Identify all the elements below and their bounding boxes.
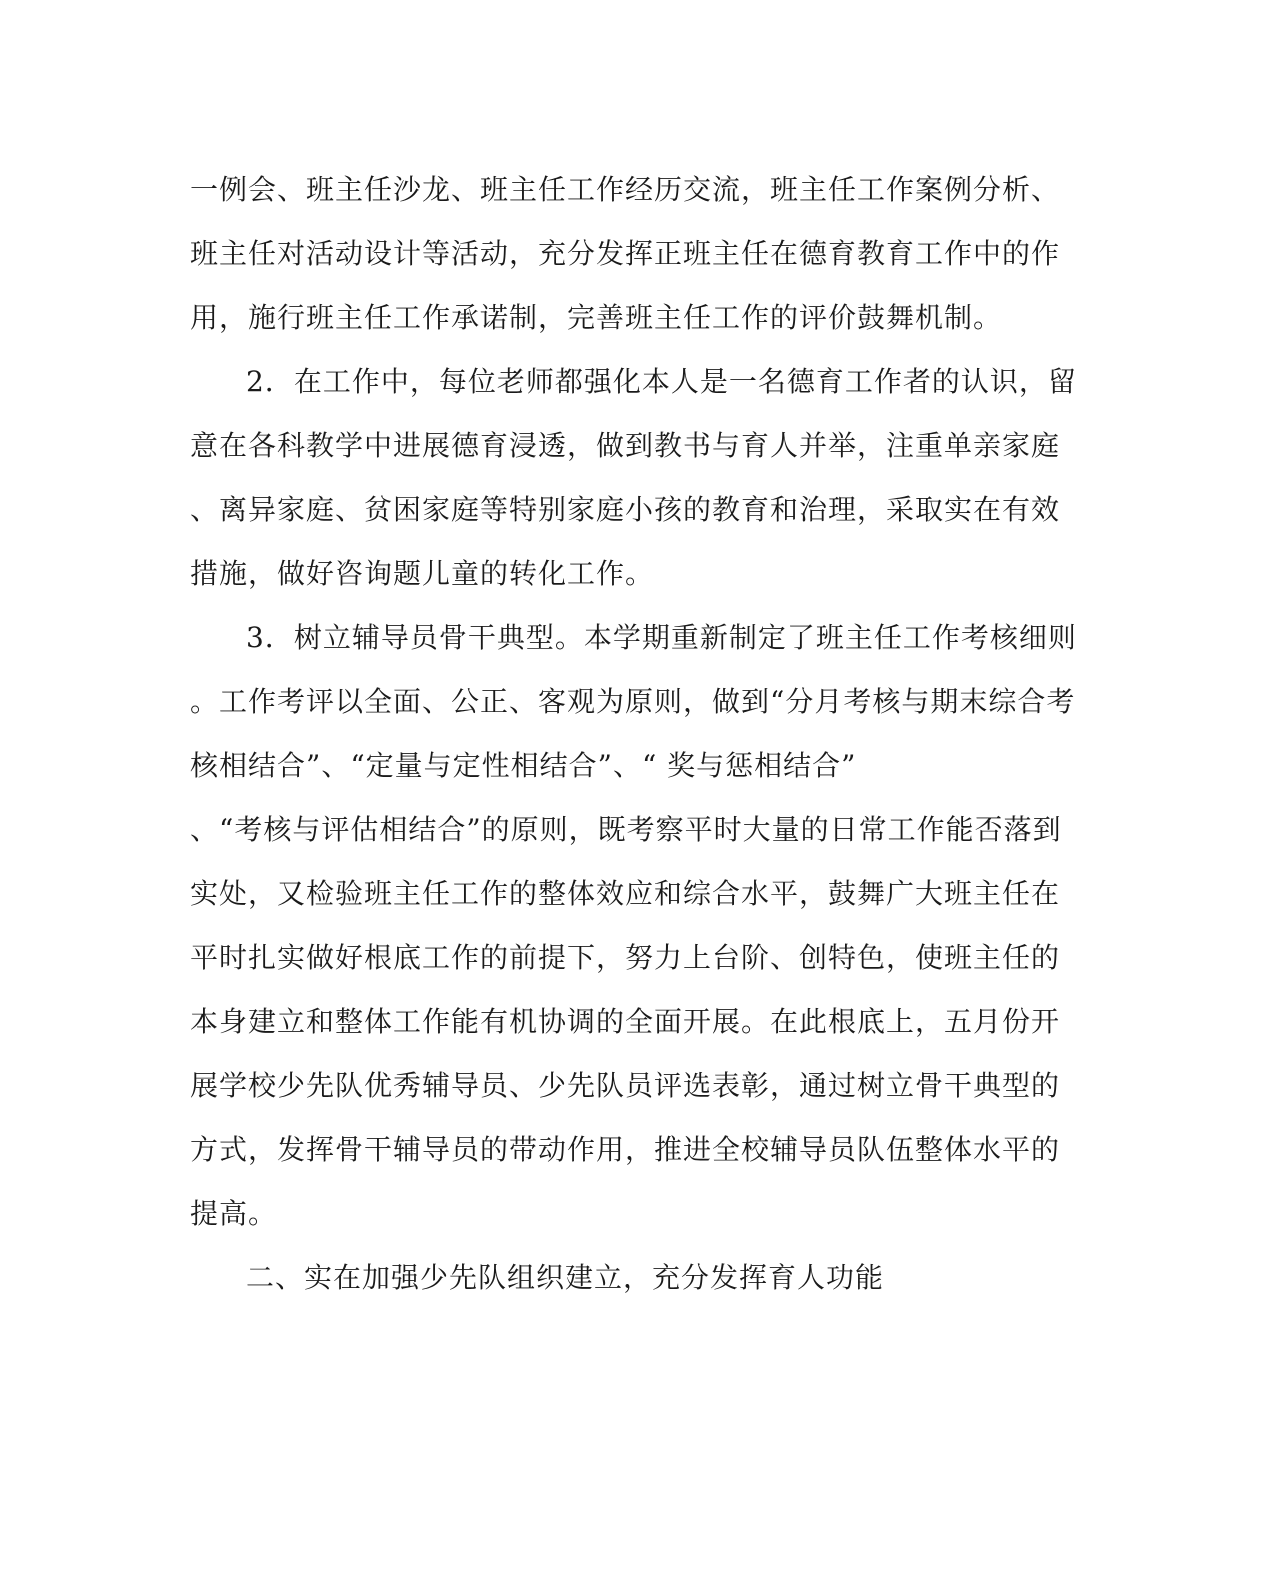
text-line-10: 核相结合”、“定量与定性相结合”、“ 奖与惩相结合” [190, 749, 857, 782]
text-line-14: 本身建立和整体工作能有机协调的全面开展。在此根底上，五月份开 [190, 1005, 1061, 1038]
text-line-12: 实处，又检验班主任工作的整体效应和综合水平，鼓舞广大班主任在 [190, 877, 1061, 910]
text-line-3: 用，施行班主任工作承诺制，完善班主任工作的评价鼓舞机制。 [190, 301, 1003, 334]
text-line-8: 3．树立辅导员骨干典型。本学期重新制定了班主任工作考核细则 [246, 621, 1077, 654]
text-line-6: 、离异家庭、贫困家庭等特别家庭小孩的教育和治理，采取实在有效 [190, 493, 1061, 526]
text-line-13: 平时扎实做好根底工作的前提下，努力上台阶、创特色，使班主任的 [190, 941, 1061, 974]
text-line-11: 、“考核与评估相结合”的原则，既考察平时大量的日常工作能否落到 [190, 813, 1062, 846]
text-line-15: 展学校少先队优秀辅导员、少先队员评选表彰，通过树立骨干典型的 [190, 1069, 1061, 1102]
section-heading: 二、实在加强少先队组织建立，充分发挥育人功能 [246, 1261, 885, 1294]
text-line-7: 措施，做好咨询题儿童的转化工作。 [190, 557, 655, 590]
text-line-5: 意在各科教学中进展德育浸透，做到教书与育人并举，注重单亲家庭 [190, 429, 1061, 462]
text-line-16: 方式，发挥骨干辅导员的带动作用，推进全校辅导员队伍整体水平的 [190, 1133, 1061, 1166]
text-line-9: 。工作考评以全面、公正、客观为原则，做到“分月考核与期末综合考 [190, 685, 1076, 718]
text-line-17: 提高。 [190, 1197, 278, 1230]
text-line-4: 2．在工作中，每位老师都强化本人是一名德育工作者的认识，留 [246, 365, 1077, 398]
text-line-1: 一例会、班主任沙龙、班主任工作经历交流，班主任工作案例分析、 [190, 173, 1061, 206]
text-line-2: 班主任对活动设计等活动，充分发挥正班主任在德育教育工作中的作 [190, 237, 1061, 270]
